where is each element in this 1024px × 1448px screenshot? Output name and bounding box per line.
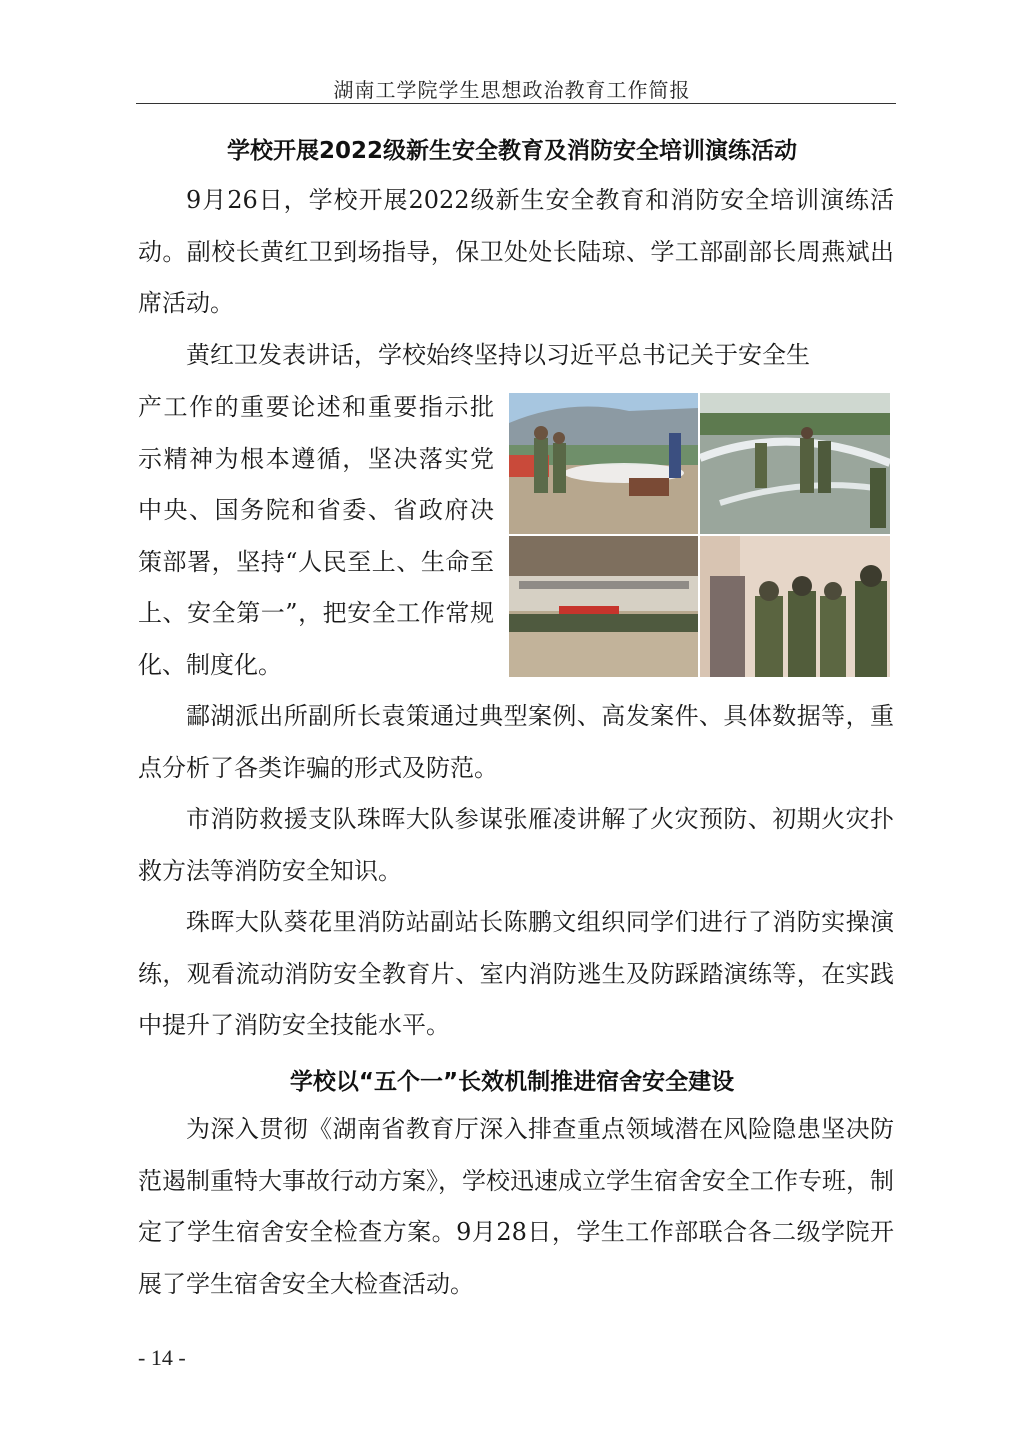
page-header-title: 湖南工学院学生思想政治教育工作简报 [333,78,691,102]
photo-fire-extinguisher-drill [509,393,698,534]
paragraph-fire-knowledge: 市消防救援支队珠晖大队参谋张雁凌讲解了火灾预防、初期火灾扑救方法等消防安全知识。 [138,805,894,885]
article-title-dorm-safety: 学校以“五个一”长效机制推进宿舍安全建设 [289,1069,735,1095]
photo-assembly-training [509,536,698,677]
photo-fire-hose-drill [700,393,890,534]
paragraph-speech-wrapped: 产工作的重要论述和重要指示批示精神为根本遵循，坚决落实党中央、国务院和省委、省政府决策部署，坚持“人民至上、生命至上、安全第一”，把安全工作常规化、制度化。 [138,393,494,679]
photo-evacuation-drill [700,536,890,677]
paragraph-event-intro: 9月26日，学校开展2022级新生安全教育和消防安全培训演练活动。副校长黄红卫到场指导，保卫处处长陆琼、学工部副部长周燕斌出席活动。 [138,186,894,317]
paragraph-dorm-inspection: 为深入贯彻《湖南省教育厅深入排查重点领域潜在风险隐患坚决防范遏制重特大事故行动方案》，学校迅速成立学生宿舍安全工作专班，制定了学生宿舍安全检查方案。9月28日，学生工作部联合各二级学院开展了学生宿舍安全大检查活动。 [138,1115,894,1298]
article-title-fire-safety: 学校开展2022级新生安全教育及消防安全培训演练活动 [226,138,797,164]
page-number: - 14 - [138,1345,186,1370]
photo-collage [509,393,890,677]
paragraph-fire-drill: 珠晖大队葵花里消防站副站长陈鹏文组织同学们进行了消防实操演练，观看流动消防安全教育片、室内消防逃生及防踩踏演练等，在实践中提升了消防安全技能水平。 [138,908,894,1039]
paragraph-police-briefing: 酃湖派出所副所长袁策通过典型案例、高发案件、具体数据等，重点分析了各类诈骗的形式及防范。 [138,702,894,782]
header-divider [136,103,896,104]
paragraph-speech-first-line: 黄红卫发表讲话，学校始终坚持以习近平总书记关于安全生 [186,341,810,369]
